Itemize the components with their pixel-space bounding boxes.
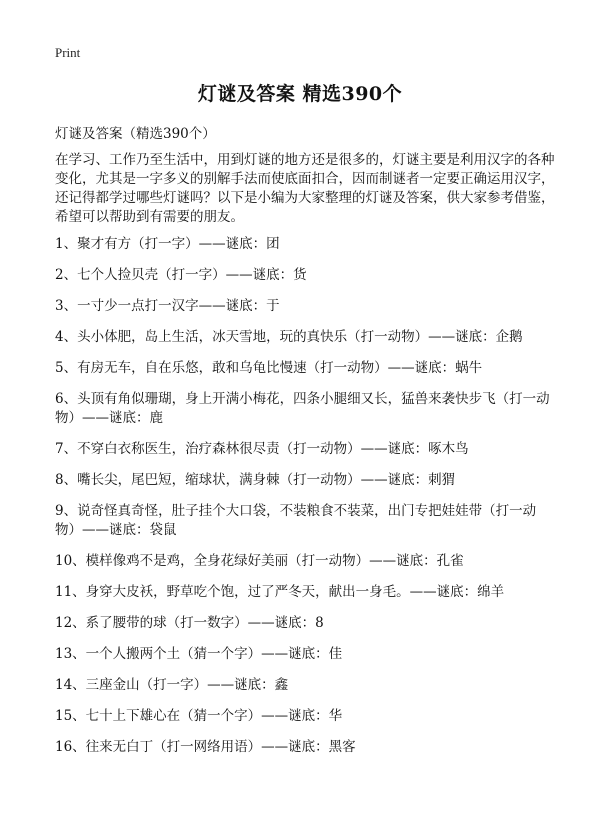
riddle-item: 1、聚才有方（打一字）——谜底：团 bbox=[55, 236, 280, 252]
riddle-item: 13、一个人搬两个土（猜一个字）——谜底：佳 bbox=[55, 646, 343, 662]
riddle-item: 16、往来无白丁（打一网络用语）——谜底：黑客 bbox=[55, 739, 356, 755]
riddle-item: 12、系了腰带的球（打一数字）——谜底：8 bbox=[55, 615, 324, 631]
riddle-item: 9、说奇怪真奇怪，肚子挂个大口袋，不装粮食不装菜，出门专把娃娃带（打一动物）——谜底：袋鼠 bbox=[55, 503, 537, 538]
intro-paragraph: 在学习、工作乃至生活中，用到灯谜的地方还是很多的，灯谜主要是利用汉字的各种变化，尤其是一字多义的别解手法而使底面扣合，因而制谜者一定要正确运用汉字，还记得都学过哪些灯谜吗？以下是小编为大家整理的灯谜及答案，供大家参考借鉴，希望可以帮助到有需要的朋友。 bbox=[55, 152, 555, 225]
riddle-item: 8、嘴长尖，尾巴短，缩球状，满身棘（打一动物）——谜底：刺猬 bbox=[55, 472, 456, 488]
riddle-list bbox=[55, 235, 555, 757]
riddle-item: 5、有房无车，自在乐悠，敢和乌龟比慢速（打一动物）——谜底：蜗牛 bbox=[55, 360, 483, 376]
riddle-item: 10、模样像鸡不是鸡，全身花绿好美丽（打一动物）——谜底：孔雀 bbox=[55, 553, 464, 569]
riddle-item: 4、头小体肥，岛上生活，冰天雪地，玩的真快乐（打一动物）——谜底：企鹅 bbox=[55, 329, 523, 345]
riddle-item: 15、七十上下雄心在（猜一个字）——谜底：华 bbox=[55, 708, 343, 724]
article-subtitle: 灯谜及答案（精选390个） bbox=[55, 126, 216, 142]
riddle-item: 2、七个人捡贝壳（打一字）——谜底：货 bbox=[55, 267, 307, 283]
riddle-item: 11、身穿大皮袄，野草吃个饱，过了严冬天，献出一身毛。——谜底：绵羊 bbox=[55, 584, 505, 600]
print-link[interactable]: Print bbox=[55, 45, 81, 60]
page-title: 灯谜及答案 精选390个 bbox=[197, 83, 403, 105]
riddle-item: 7、不穿白衣称医生，治疗森林很尽责（打一动物）——谜底：啄木鸟 bbox=[55, 441, 469, 457]
riddle-item: 3、一寸少一点打一汉字——谜底：于 bbox=[55, 298, 280, 314]
riddle-item: 14、三座金山（打一字）——谜底：鑫 bbox=[55, 677, 289, 693]
riddle-item: 6、头顶有角似珊瑚，身上开满小梅花，四条小腿细又长，猛兽来袭快步飞（打一动物）——谜底：鹿 bbox=[55, 391, 550, 426]
